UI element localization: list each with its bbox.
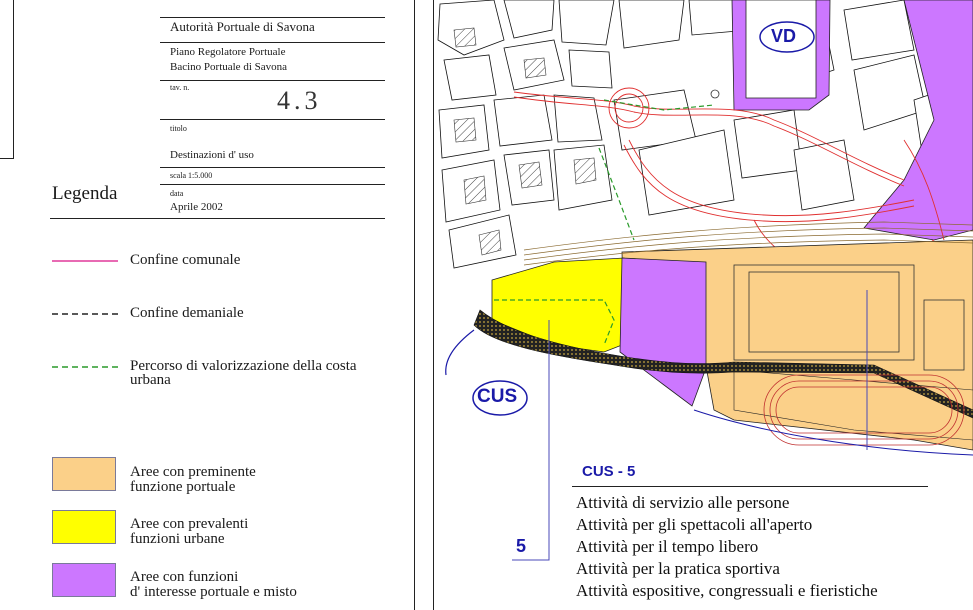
legend-area-urban-1: Aree con prevalenti bbox=[130, 516, 249, 532]
plan-line-2: Bacino Portuale di Savona bbox=[170, 61, 288, 73]
tav-label: tav. n. bbox=[170, 83, 190, 92]
activity-item: Attività di servizio alle persone bbox=[576, 493, 790, 512]
legend-area-mixed-1: Aree con funzioni bbox=[130, 569, 239, 585]
cus-label: CUS bbox=[477, 386, 518, 407]
activity-item: Attività per gli spettacoli all'aperto bbox=[576, 515, 813, 534]
legend-label-coastal-path-1: Percorso di valorizzazione della costa bbox=[130, 358, 357, 374]
date-value: Aprile 2002 bbox=[170, 201, 223, 213]
legend-area-urban-2: funzioni urbane bbox=[130, 531, 225, 547]
activity-item: Attività espositive, congressuali e fieristiche bbox=[576, 581, 878, 600]
titolo-label: titolo bbox=[170, 124, 187, 133]
authority-name: Autorità Portuale di Savona bbox=[170, 19, 315, 34]
legend-line-symbols bbox=[48, 252, 128, 382]
activity-item: Attività per la pratica sportiva bbox=[576, 559, 780, 578]
vd-label: VD bbox=[771, 26, 797, 46]
tav-number: 4.3 bbox=[277, 86, 322, 115]
swatch-urban-area bbox=[52, 510, 116, 544]
scale-label: scala 1:5.000 bbox=[170, 171, 213, 180]
activity-item: Attività per il tempo libero bbox=[576, 537, 759, 556]
legend-label-state: Confine demaniale bbox=[130, 305, 244, 321]
left-border bbox=[13, 0, 14, 158]
mixed-functional-area bbox=[620, 258, 706, 406]
zone-info-rule bbox=[572, 486, 928, 487]
shoreline bbox=[446, 330, 474, 375]
panel-divider-line bbox=[414, 0, 415, 610]
swatch-mixed-area bbox=[52, 563, 116, 597]
zone-info-title: CUS - 5 bbox=[582, 463, 636, 480]
date-label: data bbox=[170, 189, 184, 198]
zone-number: 5 bbox=[516, 536, 527, 556]
titolo-value: Destinazioni d' uso bbox=[170, 149, 254, 161]
plan-line-1: Piano Regolatore Portuale bbox=[170, 46, 286, 58]
legend-label-municipal: Confine comunale bbox=[130, 252, 241, 268]
zone-info-panel bbox=[568, 458, 930, 608]
swatch-port-area bbox=[52, 457, 116, 491]
legend-area-port-2: funzione portuale bbox=[130, 479, 236, 495]
legend-title: Legenda bbox=[52, 183, 118, 204]
left-border-tick bbox=[0, 158, 14, 159]
legend-area-port-1: Aree con preminente bbox=[130, 464, 256, 480]
legend-label-coastal-path-2: urbana bbox=[130, 372, 171, 388]
zone-5-leader-line bbox=[512, 320, 549, 560]
sun-symbol-icon bbox=[711, 90, 719, 98]
legend-area-mixed-2: d' interesse portuale e misto bbox=[130, 584, 297, 600]
